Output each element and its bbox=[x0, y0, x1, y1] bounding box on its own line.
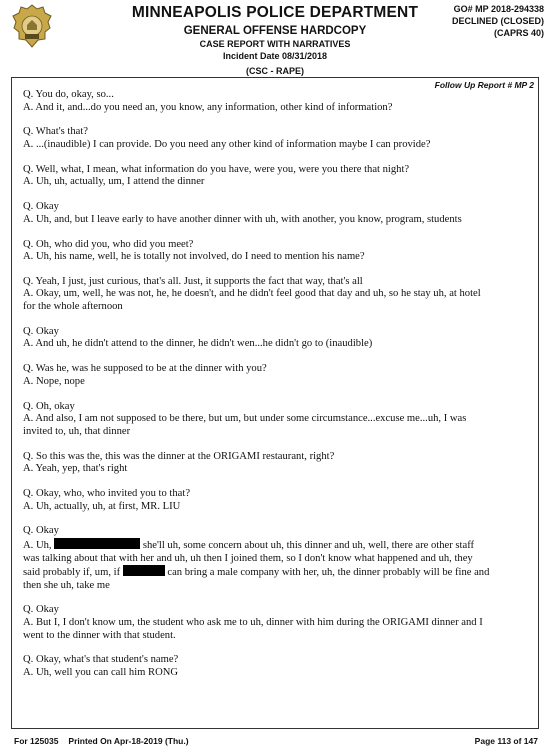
answer-continued: invited to, uh, that dinner bbox=[23, 425, 131, 437]
answer-continued bbox=[23, 565, 527, 580]
question: Q. Okay bbox=[23, 201, 59, 213]
qa-block bbox=[23, 451, 527, 476]
answer: A. Uh, his name, well, he is totally not involved, do I need to mention his name? bbox=[23, 251, 365, 263]
answer-continued: went to the dinner with that student. bbox=[23, 629, 176, 641]
answer-start: A. Uh, bbox=[23, 539, 52, 551]
qa-block bbox=[23, 201, 527, 226]
go-number: GO# MP 2018-294338 bbox=[453, 4, 544, 14]
redaction-bar bbox=[123, 565, 165, 576]
answer: A. ...(inaudible) I can provide. Do you need any other kind of information maybe I can provide? bbox=[23, 138, 431, 150]
qa-block bbox=[23, 239, 527, 264]
answer: A. Uh, and, but I leave early to have another dinner with uh, with another, you know, program, students bbox=[23, 213, 462, 225]
report-type: CASE REPORT WITH NARRATIVES bbox=[199, 39, 351, 49]
qa-block bbox=[23, 276, 527, 314]
caprs-code: (CAPRS 40) bbox=[493, 28, 544, 38]
question: Q. Okay bbox=[23, 604, 59, 616]
question: Q. Was he, was he supposed to be at the dinner with you? bbox=[23, 363, 267, 375]
question: Q. What's that? bbox=[23, 126, 88, 138]
answer-continued: then she uh, take me bbox=[23, 579, 110, 591]
narrative-box bbox=[11, 77, 539, 729]
printed-date: Printed On Apr-18-2019 (Thu.) bbox=[68, 736, 189, 746]
question: Q. Oh, okay bbox=[23, 400, 75, 412]
department-title: MINNEAPOLIS POLICE DEPARTMENT bbox=[131, 4, 419, 21]
question: Q. Yeah, I just, just curious, that's all. Just, it supports the fact that way, that's all bbox=[23, 275, 363, 287]
qa-block bbox=[23, 401, 527, 439]
qa-block bbox=[23, 326, 527, 351]
answer bbox=[23, 538, 527, 553]
interview-transcript bbox=[23, 89, 527, 692]
form-number: For 125035 bbox=[14, 736, 59, 746]
answer: A. But I, I don't know um, the student who ask me to uh, dinner with him during the ORIGAMI dinner and I bbox=[23, 617, 483, 629]
qa-block-redacted bbox=[23, 525, 527, 592]
offense-classification: (CSC - RAPE) bbox=[246, 66, 304, 76]
answer: A. Uh, actually, uh, at first, MR. LIU bbox=[23, 500, 181, 512]
qa-block bbox=[23, 126, 527, 151]
answer-after-redaction: she'll uh, some concern about uh, this dinner and uh, well, there are other staff bbox=[142, 539, 475, 551]
answer-after-redaction: can bring a male company with her, uh, the dinner probably will be fine and bbox=[167, 567, 490, 579]
qa-block bbox=[23, 363, 527, 388]
qa-block bbox=[23, 89, 527, 114]
qa-block bbox=[23, 604, 527, 642]
answer: A. And also, I am not supposed to be there, but um, but under some circumstance...excuse me...uh, I was bbox=[23, 413, 467, 425]
question: Q. Okay bbox=[23, 525, 59, 537]
qa-block bbox=[23, 164, 527, 189]
question: Q. Okay, who, who invited you to that? bbox=[23, 487, 191, 499]
answer-continued: was talking about that with her and uh, uh then I joined them, so I don't know what happened and uh, they bbox=[23, 552, 473, 564]
answer: A. And uh, he didn't attend to the dinner, he didn't wen...he didn't go to (inaudible) bbox=[23, 338, 373, 350]
question: Q. Okay bbox=[23, 325, 59, 337]
answer: A. Okay, um, well, he was not, he, he doesn't, and he didn't feel good that day and uh, so he stay uh, at hotel bbox=[23, 288, 481, 300]
redaction-bar bbox=[54, 538, 140, 549]
followup-report-label: Follow Up Report # MP 2 bbox=[434, 80, 534, 90]
qa-block bbox=[23, 654, 527, 679]
question: Q. Oh, who did you, who did you meet? bbox=[23, 238, 194, 250]
case-identifiers bbox=[452, 3, 544, 39]
qa-block bbox=[23, 488, 527, 513]
incident-date: Incident Date 08/31/2018 bbox=[222, 51, 328, 61]
case-status: DECLINED (CLOSED) bbox=[452, 16, 544, 26]
answer: A. Yeah, yep, that's right bbox=[23, 463, 128, 475]
page-footer-left bbox=[14, 736, 189, 746]
question: Q. Well, what, I mean, what information do you have, were you, were you there that night? bbox=[23, 163, 410, 175]
answer: A. Uh, well you can call him RONG bbox=[23, 667, 179, 679]
question: Q. Okay, what's that student's name? bbox=[23, 654, 179, 666]
answer-segment: said probably if, um, if bbox=[23, 567, 121, 579]
report-subtitle: GENERAL OFFENSE HARDCOPY bbox=[183, 25, 367, 37]
question: Q. So this was the, this was the dinner at the ORIGAMI restaurant, right? bbox=[23, 450, 335, 462]
answer: A. And it, and...do you need an, you know, any information, other kind of information? bbox=[23, 101, 393, 113]
page-number: Page 113 of 147 bbox=[474, 736, 538, 746]
question: Q. You do, okay, so... bbox=[23, 89, 114, 100]
answer: A. Nope, nope bbox=[23, 375, 85, 387]
answer-continued: for the whole afternoon bbox=[23, 301, 123, 313]
answer: A. Uh, uh, actually, um, I attend the dinner bbox=[23, 176, 205, 188]
